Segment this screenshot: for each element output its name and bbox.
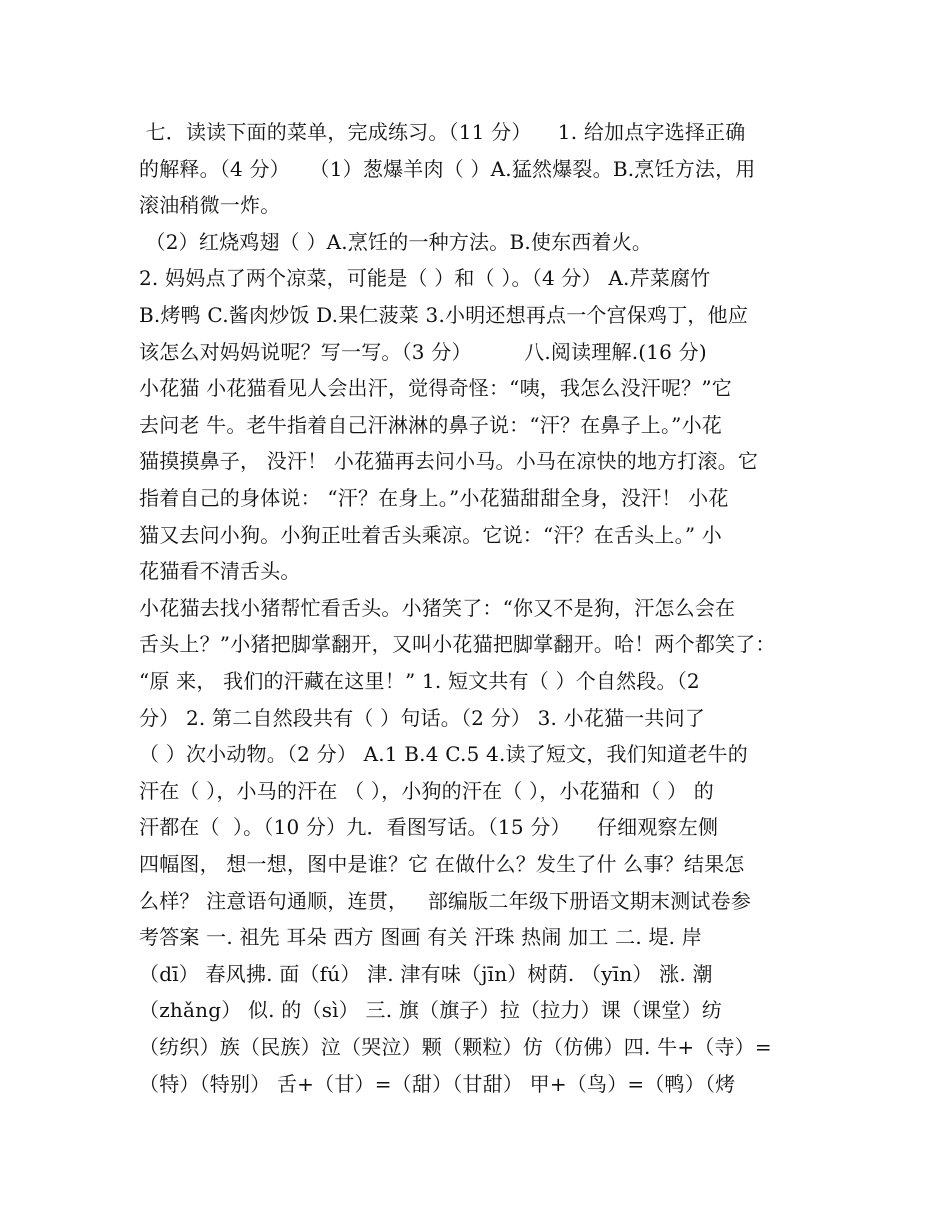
text-line: 去问老 牛。老牛指着自己汗淋淋的鼻子说：“汗？在鼻子上。”小花 bbox=[139, 412, 723, 437]
text-line: “原 来， 我们的汗藏在这里！” 1. 短文共有（ ）个自然段。（2 bbox=[139, 669, 700, 693]
text-line: 小花猫 小花猫看见人会出汗，觉得奇怪：“咦，我怎么没汗呢？”它 bbox=[139, 376, 733, 401]
text-line: 该怎么对妈妈说呢？写一写。（3 分） 八.阅读理解.(16 分) bbox=[139, 339, 707, 364]
text-line: （zhǎng） 似. 的（sì） 三. 旗（旗子）拉（拉力）课（课堂）纺 bbox=[139, 998, 723, 1023]
text-line: 汗在（ ），小马的汗在 （ ），小狗的汗在（ ），小花猫和（ ） 的 bbox=[139, 778, 714, 803]
text-line: 考答案 一. 祖先 耳朵 西方 图画 有关 汗珠 热闹 加工 二. 堤. 岸 bbox=[139, 925, 702, 950]
text-line: （特）（特别） 舌+（甘）=（甜）（甘甜） 甲+（鸟）=（鸭）（烤 bbox=[139, 1071, 736, 1096]
text-line: 花猫看不清舌头。 bbox=[139, 559, 301, 584]
text-line: B.烤鸭 C.酱肉炒饭 D.果仁菠菜 3.小明还想再点一个宫保鸡丁，他应 bbox=[139, 303, 749, 327]
text-line: 滚油稍微一炸。 bbox=[139, 193, 281, 218]
text-line: （dī） 春风拂. 面（fú） 津. 津有味（jīn）树荫. （yīn） 涨. 潮 bbox=[139, 961, 713, 986]
text-line: 四幅图， 想一想，图中是谁？它 在做什么？发生了什 么事？结果怎 bbox=[139, 852, 745, 876]
text-line: 小花猫去找小猪帮忙看舌头。小猪笑了：“你又不是狗，汗怎么会在 bbox=[139, 595, 736, 620]
text-line: 汗都在（ ）。（10 分）九．看图写话。（15 分） 仔细观察左侧 bbox=[139, 815, 719, 840]
text-line: （ ）次小动物。（2 分） A.1 B.4 C.5 4.读了短文，我们知道老牛的 bbox=[139, 742, 748, 767]
text-line: 指着自己的身体说： “汗？在身上。”小花猫甜甜全身，没汗！ 小花 bbox=[139, 486, 729, 510]
text-line: 的解释。（4 分） （1）葱爆羊肉（ ）A.猛然爆裂。B.烹饪方法，用 bbox=[139, 156, 756, 181]
text-line: （2）红烧鸡翅（ ）A.烹饪的一种方法。B.使东西着火。 bbox=[139, 229, 653, 254]
text-line: 2. 妈妈点了两个凉菜，可能是（ ）和（ ）。（4 分） A.芹菜腐竹 bbox=[139, 266, 711, 291]
text-line: 分） 2. 第二自然段共有（ ）句话。（2 分） 3. 小花猫一共问了 bbox=[139, 705, 706, 730]
text-line: （纺织）族（民族）泣（哭泣）颗（颗粒）仿（仿佛）四. 牛+（寺）= bbox=[139, 1035, 772, 1059]
text-line: 七．读读下面的菜单，完成练习。（11 分） 1. 给加点字选择正确 bbox=[139, 120, 746, 144]
text-line: 猫又去问小狗。小狗正吐着舌头乘凉。它说：“汗？在舌头上。” 小 bbox=[139, 522, 723, 547]
text-line: 猫摸摸鼻子， 没汗！ 小花猫再去问小马。小马在凉快的地方打滚。它 bbox=[139, 449, 759, 474]
text-line: 舌头上？”小猪把脚掌翻开，又叫小花猫把脚掌翻开。哈！两个都笑了： bbox=[139, 632, 776, 657]
text-line: 么样？ 注意语句通顺，连贯， 部编版二年级下册语文期末测试卷参 bbox=[139, 888, 752, 913]
